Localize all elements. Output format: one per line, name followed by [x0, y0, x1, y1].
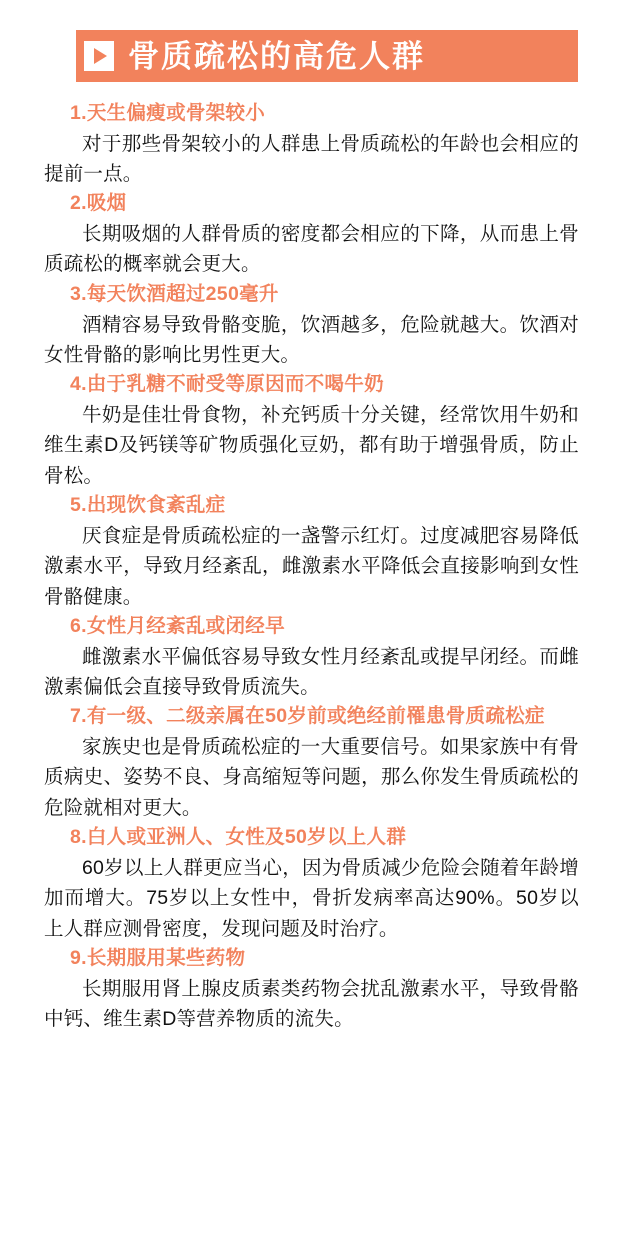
list-item	[44, 189, 579, 279]
list-item-body: 60岁以上人群更应当心，因为骨质减少危险会随着年龄增加而增大。75岁以上女性中，骨折发病率高达90%。50岁以上人群应测骨密度，发现问题及时治疗。	[44, 856, 579, 940]
list-item	[44, 280, 579, 370]
list-item-body: 雌激素水平偏低容易导致女性月经紊乱或提早闭经。而雌激素偏低会直接导致骨质流失。	[44, 645, 579, 699]
list-item-body: 酒精容易导致骨骼变脆，饮酒越多，危险就越大。饮酒对女性骨骼的影响比男性更大。	[44, 313, 579, 366]
list-item-heading: 9.长期服用某些药物	[70, 947, 246, 970]
list-item	[44, 99, 579, 189]
list-item-heading: 7.有一级、二级亲属在50岁前或绝经前罹患骨质疏松症	[70, 705, 545, 728]
list-item	[44, 823, 579, 944]
list-item-heading: 2.吸烟	[70, 192, 127, 215]
list-item	[44, 702, 579, 823]
list-item-body: 厌食症是骨质疏松症的一盏警示红灯。过度减肥容易降低激素水平，导致月经紊乱，雌激素水平降低会直接影响到女性骨骼健康。	[44, 524, 579, 608]
list-item	[44, 612, 579, 702]
article-header-banner	[76, 30, 578, 82]
list-item-heading: 8.白人或亚洲人、女性及50岁以上人群	[70, 826, 407, 849]
list-item-body: 家族史也是骨质疏松症的一大重要信号。如果家族中有骨质病史、姿势不良、身高缩短等问题，那么你发生骨质疏松的危险就相对更大。	[44, 736, 579, 819]
list-item	[44, 944, 579, 1034]
article-body	[34, 99, 583, 1035]
list-item-heading: 1.天生偏瘦或骨架较小	[70, 102, 266, 124]
list-item-body: 对于那些骨架较小的人群患上骨质疏松的年龄也会相应的提前一点。	[44, 132, 579, 186]
play-triangle-icon	[84, 41, 114, 71]
list-item	[44, 370, 579, 491]
list-item-body: 牛奶是佳壮骨食物，补充钙质十分关键，经常饮用牛奶和维生素D及钙镁等矿物质强化豆奶，都有助于增强骨质，防止骨松。	[44, 403, 579, 487]
list-item-heading: 3.每天饮酒超过250毫升	[70, 282, 279, 305]
list-item-body: 长期吸烟的人群骨质的密度都会相应的下降，从而患上骨质疏松的概率就会更大。	[44, 223, 579, 276]
list-item-body: 长期服用肾上腺皮质素类药物会扰乱激素水平，导致骨骼中钙、维生素D等营养物质的流失。	[44, 977, 579, 1031]
list-item-heading: 6.女性月经紊乱或闭经早	[70, 615, 285, 637]
list-item	[44, 491, 579, 612]
list-item-heading: 5.出现饮食紊乱症	[70, 494, 226, 517]
list-item-heading: 4.由于乳糖不耐受等原因而不喝牛奶	[70, 373, 384, 396]
page-title: 骨质疏松的高危人群	[128, 38, 425, 74]
